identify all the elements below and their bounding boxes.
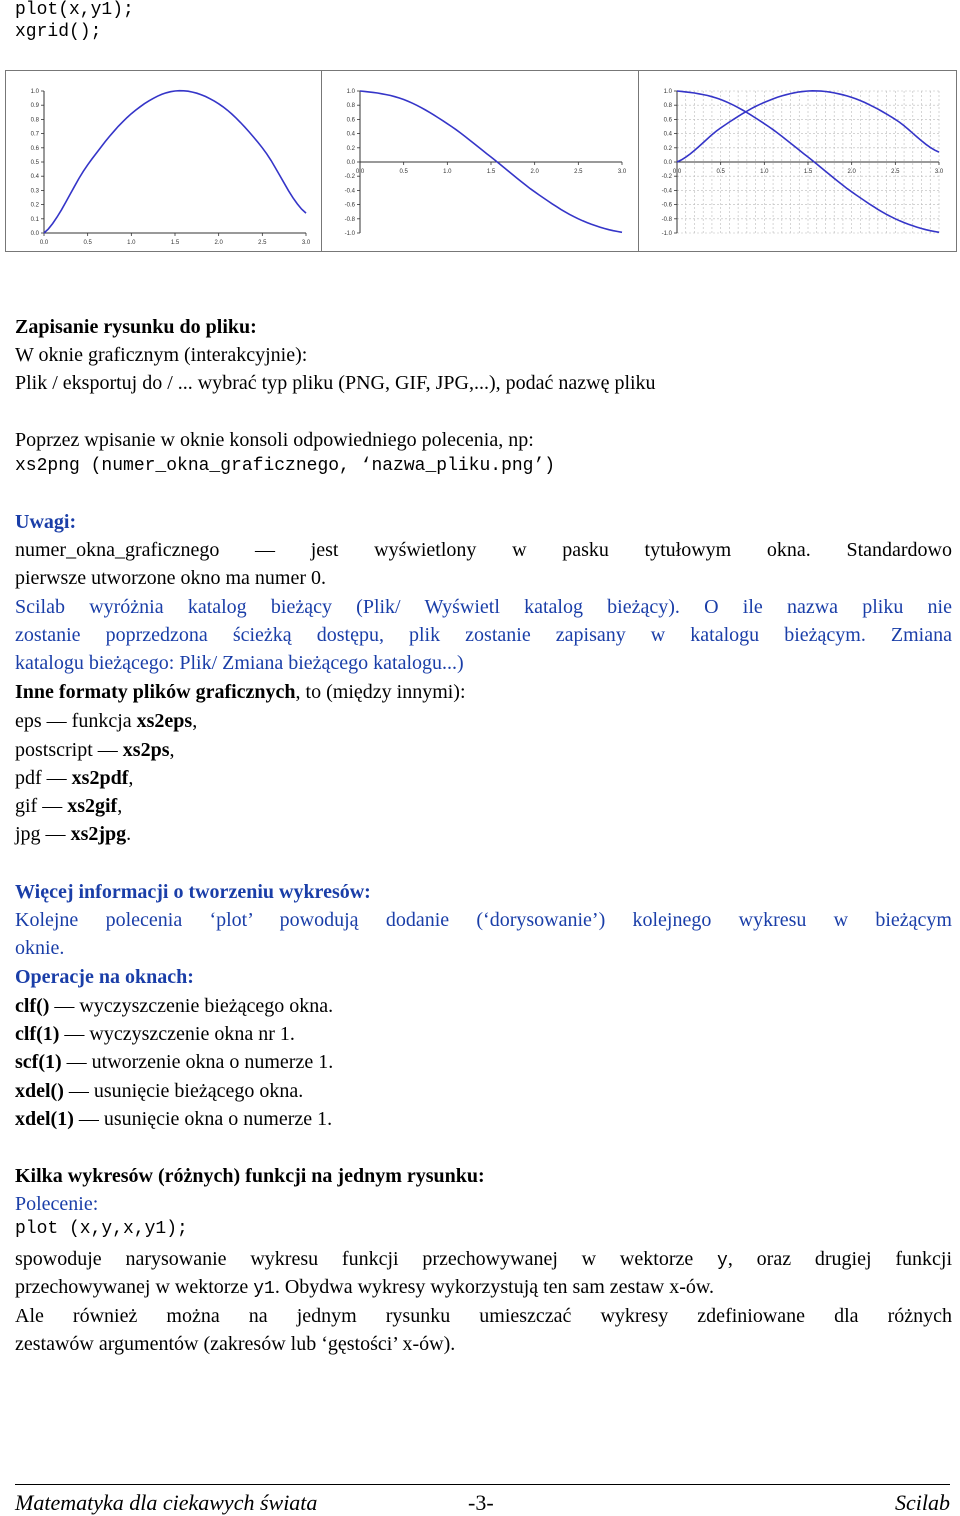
ops-heading: Operacje na oknach: — [15, 966, 194, 988]
y-tick-label: 0.3 — [30, 188, 39, 195]
x-tick-label: 1.5 — [803, 169, 813, 175]
op-cmd: xdel() — [15, 1080, 64, 1102]
y-tick-label: 0.7 — [30, 131, 39, 138]
y-tick-label: 0.6 — [663, 117, 672, 124]
x-tick-label: 2.0 — [847, 169, 856, 175]
more-heading: Więcej informacji o tworzeniu wykresów: — [15, 881, 371, 903]
y-tick-label: 0.4 — [346, 131, 355, 138]
y-tick-label: 0.0 — [30, 231, 39, 237]
x-tick-label: 1.0 — [760, 169, 769, 175]
more-line-2: oknie. — [15, 937, 65, 959]
y-tick-label: 0.6 — [30, 145, 39, 152]
multi-code: plot (x,y,x,y1); — [15, 1219, 188, 1239]
chart-sin-svg — [6, 71, 323, 251]
formats-intro — [15, 678, 466, 707]
format-end: , — [192, 710, 198, 732]
y-tick-label: 0.2 — [346, 145, 355, 152]
notes-p1-line2: pierwsze utworzone okno ma numer 0. — [15, 567, 327, 589]
chart-sincos-svg — [639, 71, 956, 251]
multi-line-3 — [15, 1273, 714, 1304]
format-label: pdf — — [15, 767, 72, 789]
x-tick-label: 0.0 — [39, 240, 49, 246]
chart-cos-svg — [322, 71, 639, 251]
notes-p2-line1: Scilab wyróżnia katalog bieżący (Plik/ Wyświetl katalog bieżący). O ile nazwa pliku nie — [15, 596, 952, 618]
y-tick-label: 0.9 — [30, 103, 39, 110]
multi-heading: Kilka wykresów (różnych) funkcji na jednym rysunku: — [15, 1165, 485, 1187]
x-tick-label: 0.0 — [355, 169, 365, 175]
format-eps — [15, 707, 197, 736]
y-tick-label: -1.0 — [344, 231, 355, 237]
formats-heading: Inne formaty plików graficznych — [15, 681, 296, 703]
y-tick-label: 0.8 — [346, 103, 355, 110]
inline-code: y1 — [253, 1279, 275, 1299]
y-tick-label: 0.8 — [663, 103, 672, 110]
save-line-2: Plik / eksportuj do / ... wybrać typ pliku (PNG, GIF, JPG,...), podać nazwę pliku — [15, 372, 656, 394]
format-fn: xs2gif — [67, 795, 118, 817]
x-tick-label: 2.5 — [574, 169, 583, 175]
save-line-1: W oknie graficznym (interakcyjnie): — [15, 344, 308, 366]
y-tick-label: -0.2 — [661, 174, 672, 181]
x-tick-label: 0.5 — [716, 169, 725, 175]
y-tick-label: 0.0 — [663, 160, 672, 166]
x-tick-label: 2.5 — [891, 169, 900, 175]
format-label: eps — funkcja — [15, 710, 137, 732]
multi-line-1: Polecenie: — [15, 1193, 99, 1215]
y-tick-label: 1.0 — [663, 89, 672, 95]
format-pdf — [15, 764, 133, 793]
y-tick-label: -0.6 — [344, 202, 355, 209]
format-ps — [15, 736, 174, 765]
text: spowoduje narysowanie wykresu funkcji przechowywanej w wektorze — [15, 1248, 718, 1270]
format-label: jpg — — [15, 823, 71, 845]
figure-sin — [5, 70, 324, 252]
y-tick-label: 1.0 — [30, 89, 39, 95]
y-tick-label: 0.4 — [30, 174, 39, 181]
inline-code: y — [717, 1251, 728, 1271]
x-tick-label: 2.0 — [530, 169, 539, 175]
op-desc: — usunięcie bieżącego okna. — [63, 1080, 304, 1102]
y-tick-label: 0.4 — [663, 131, 672, 138]
text: . Obydwa wykresy wykorzystują ten sam zestaw x-ów. — [274, 1276, 714, 1298]
save-code: xs2png (numer_okna_graficznego, ‘nazwa_pliku.png’) — [15, 456, 556, 476]
series-line — [44, 91, 306, 233]
format-fn: xs2eps — [136, 710, 193, 732]
format-jpg — [15, 820, 131, 849]
save-line-3: Poprzez wpisanie w oknie konsoli odpowiedniego polecenia, np: — [15, 429, 534, 451]
y-tick-label: 0.2 — [663, 145, 672, 152]
more-line-1: Kolejne polecenia ‘plot’ powodują dodanie (‘dorysowanie’) kolejnego wykresu w bieżącym — [15, 909, 952, 931]
x-tick-label: 3.0 — [934, 169, 944, 175]
multi-line-4: Ale również można na jednym rysunku umieszczać wykresy zdefiniowane dla różnych — [15, 1305, 952, 1327]
op-desc: — wyczyszczenie okna nr 1. — [59, 1023, 295, 1045]
notes-p2-line2: zostanie poprzedzona ścieżką dostępu, plik zostanie zapisany w katalogu bieżącym. Zmiana — [15, 624, 952, 646]
x-tick-label: 0.5 — [399, 169, 408, 175]
x-tick-label: 2.0 — [214, 240, 223, 246]
text: , oraz drugiej funkcji — [727, 1248, 953, 1270]
op-cmd: xdel(1) — [15, 1108, 74, 1130]
y-tick-label: -0.8 — [344, 216, 355, 223]
y-tick-label: 0.5 — [30, 160, 39, 166]
format-end: , — [128, 767, 134, 789]
y-tick-label: -0.4 — [661, 188, 672, 195]
y-tick-label: 0.1 — [30, 216, 39, 223]
x-tick-label: 3.0 — [301, 240, 311, 246]
format-label: gif — — [15, 795, 68, 817]
x-tick-label: 1.5 — [170, 240, 180, 246]
notes-p1-line1: numer_okna_graficznego — jest wyświetlony w pasku tytułowym okna. Standardowo — [15, 539, 952, 561]
y-tick-label: 1.0 — [346, 89, 355, 95]
op-cmd: clf(1) — [15, 1023, 60, 1045]
op-desc: — usunięcie okna o numerze 1. — [73, 1108, 333, 1130]
y-tick-label: -0.4 — [344, 188, 355, 195]
footer-scilab: Scilab — [895, 1490, 950, 1515]
x-tick-label: 1.0 — [127, 240, 136, 246]
multi-line-5: zestawów argumentów (zakresów lub ‘gęstości’ x-ów). — [15, 1333, 456, 1355]
page-number: -3- — [468, 1490, 494, 1515]
op-cmd: scf(1) — [15, 1051, 62, 1073]
y-tick-label: 0.0 — [346, 160, 355, 166]
save-heading: Zapisanie rysunku do pliku: — [15, 316, 257, 338]
op-desc: — utworzenie okna o numerze 1. — [61, 1051, 334, 1073]
format-label: postscript — — [15, 739, 123, 761]
op-clf1 — [15, 1020, 295, 1049]
x-tick-label: 0.5 — [83, 240, 92, 246]
op-scf1 — [15, 1048, 333, 1077]
footer-rule — [15, 1484, 950, 1485]
figure-cos — [321, 70, 640, 252]
figure-sin-cos-grid — [638, 70, 957, 252]
formats-tail: , to (między innymi): — [295, 681, 466, 703]
y-tick-label: -0.6 — [661, 202, 672, 209]
y-tick-label: -1.0 — [661, 231, 672, 237]
notes-p2-line3: katalogu bieżącego: Plik/ Zmiana bieżącego katalogu...) — [15, 652, 464, 674]
code-line-2: xgrid(); — [15, 22, 102, 42]
op-cmd: clf() — [15, 995, 50, 1017]
x-tick-label: 3.0 — [617, 169, 627, 175]
format-gif — [15, 792, 122, 821]
op-xdel1 — [15, 1105, 332, 1134]
footer-title: Matematyka dla ciekawych świata — [15, 1490, 318, 1515]
y-tick-label: -0.2 — [344, 174, 355, 181]
format-end: . — [126, 823, 132, 845]
format-fn: xs2ps — [122, 739, 170, 761]
format-end: , — [117, 795, 123, 817]
format-fn: xs2jpg — [70, 823, 127, 845]
text: przechowywanej w wektorze — [15, 1276, 254, 1298]
y-tick-label: 0.8 — [30, 117, 39, 124]
y-tick-label: -0.8 — [661, 216, 672, 223]
code-line-1: plot(x,y1); — [15, 0, 134, 20]
x-tick-label: 0.0 — [672, 169, 682, 175]
y-tick-label: 0.6 — [346, 117, 355, 124]
x-tick-label: 1.0 — [443, 169, 452, 175]
x-tick-label: 1.5 — [486, 169, 496, 175]
format-fn: xs2pdf — [71, 767, 129, 789]
op-xdel — [15, 1077, 303, 1106]
y-tick-label: 0.2 — [30, 202, 39, 209]
multi-line-2 — [15, 1245, 952, 1276]
op-clf — [15, 992, 333, 1021]
op-desc: — wyczyszczenie bieżącego okna. — [49, 995, 334, 1017]
format-end: , — [169, 739, 175, 761]
x-tick-label: 2.5 — [258, 240, 267, 246]
notes-heading: Uwagi: — [15, 511, 77, 533]
